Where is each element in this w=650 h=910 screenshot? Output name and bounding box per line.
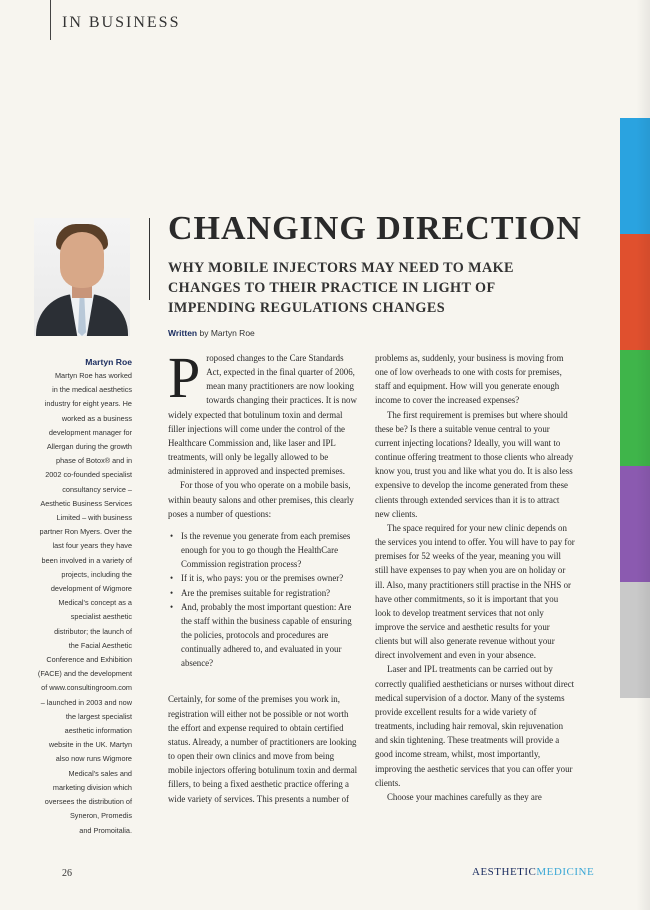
bio-line: aesthetic information (64, 726, 132, 736)
bio-line: Conference and Exhibition (46, 655, 132, 665)
bio-line: also now runs Wigmore (55, 754, 132, 764)
bio-line: of www.consultingroom.com (41, 683, 132, 693)
bio-line: Aesthetic Business Services (40, 498, 132, 508)
title-rule (149, 218, 150, 300)
article-column-1 (168, 345, 358, 806)
paragraph: Certainly, for some of the premises you work in, registration will either not be possible or not worth the effort and expense required to obtain certified status. Already, a number of practitioners are looking to open their own clinics and move from being mobile injectors offering botulinum toxin and dermal fillers, to being a fixed aesthetic practice offering a wide variety of services. This presents a number of (168, 694, 358, 804)
paragraph: Laser and IPL treatments can be carried out by correctly qualified aestheticians or nurses without direct medical supervision of a doctor. Many of the systems provide excellent results for a wide variety of treatments, including hair removal, skin rejuvenation and skin tightening. These treatments will provide a good income stream, whilst, most importantly, improving the aesthetic services that you can offer your clients. (375, 664, 575, 788)
bio-line: specialist aesthetic (70, 612, 132, 622)
bio-line: Limited – with business (56, 513, 132, 523)
logo-part: MEDICINE (536, 866, 595, 878)
bio-line: phase of Botox® and in (56, 456, 132, 466)
bio-line: Medical's concept as a (58, 598, 132, 608)
bio-line: industry for eight years. He (44, 399, 132, 409)
paragraph: problems as, suddenly, your business is moving from one of low overheads to one with costs for premises, staff and equipment. How will you generate enough income to cover the increased expenses? (375, 353, 564, 406)
list-item: • Is the revenue you generate from each premises enough for you to go though the HealthCare Commission registration process? (168, 529, 358, 571)
author-bio-text (20, 369, 132, 838)
byline-author: by Martyn Roe (199, 328, 255, 338)
paragraph: Choose your machines carefully as they are (387, 791, 542, 802)
bio-line: the Facial Aesthetic (68, 640, 132, 650)
paragraph: roposed changes to the Care Standards Act, expected in the final quarter of 2006, mean many practitioners are now looking towards changing their practices. It is now widely expected that botulinum toxin and dermal filler injections will come under the control of the Healthcare Commission and, like laser and IPL treatments, will only be legally allowed to be administered in approved and inspected premises. (168, 353, 357, 477)
byline-label: Written (168, 328, 198, 338)
page-number: 26 (62, 868, 72, 879)
paragraph: The first requirement is premises but where should these be? Is there a suitable venue central to your current injecting locations? Ideally, you will want to continue offering treatment to those clients who already know you, trust you and like what you do. It is also less expensive to develop the income generated from these clients through extended services than it is to attract new clients. (375, 409, 574, 519)
bio-line: Medical's sales and (68, 768, 132, 778)
bio-line: Martyn Roe has worked (54, 371, 132, 380)
author-bio (20, 355, 132, 838)
bio-line: marketing division which (52, 782, 132, 792)
drop-cap: P (168, 345, 201, 410)
bio-line: Allergan during the growth (46, 442, 132, 452)
bio-line: (FACE) and the development (37, 669, 132, 679)
bio-line: distributor; the launch of (54, 626, 132, 636)
logo-part: AESTHETIC (472, 866, 537, 878)
section-label: IN BUSINESS (62, 14, 181, 31)
list-item: • If it is, who pays: you or the premises owner? (168, 571, 358, 585)
list-item: • Are the premises suitable for registration? (168, 586, 358, 600)
bio-line: worked as a business (61, 413, 132, 423)
bio-line: development of Wigmore (50, 584, 132, 594)
bio-line: 2002 co-founded specialist (45, 470, 132, 480)
bio-line: and Promoitalia. (79, 825, 132, 835)
bio-line: Syneron, Promedis (69, 811, 132, 821)
section-rule (50, 0, 51, 40)
bio-line: – launched in 2003 and now (40, 697, 132, 707)
page-edge-shadow (636, 0, 650, 910)
bio-line: last four years they have (52, 541, 132, 551)
author-photo (34, 218, 130, 336)
article-column-2 (375, 351, 575, 804)
bio-line: website in the UK. Martyn (48, 740, 132, 750)
article-title: CHANGING DIRECTION (168, 210, 582, 247)
bio-line: partner Ron Myers. Over the (39, 527, 132, 537)
question-list (168, 529, 358, 671)
bio-line: been involved in a variety of (41, 555, 132, 565)
magazine-logo (472, 866, 594, 878)
bio-line: in the medical aesthetics (52, 385, 132, 395)
bio-line: development manager for (48, 427, 132, 437)
article-subtitle: WHY MOBILE INJECTORS MAY NEED TO MAKE CHANGES TO THEIR PRACTICE IN LIGHT OF IMPENDING REGULATIONS CHANGES (168, 260, 514, 316)
bio-line: projects, including the (61, 569, 132, 579)
bio-line: consultancy service – (62, 484, 132, 494)
author-name: Martyn Roe (85, 357, 132, 367)
byline (168, 328, 255, 338)
list-item: • And, probably the most important question: Are the staff within the business capable of ensuring the policies, protocols and procedures are continually adhered to, and evaluated in your absence? (168, 600, 358, 671)
bio-line: the largest specialist (65, 711, 132, 721)
paragraph: For those of you who operate on a mobile basis, within beauty salons and other premises, this clearly poses a number of questions: (168, 480, 354, 519)
paragraph: The space required for your new clinic depends on the services you intend to offer. You will have to pay for premises for 52 weeks of the year, meaning you will still have expenses to pay when you are on holiday or ill. Also, many practitioners still practise in the NHS or have other commitments, so it is important that you look to develop treatment services that not only improve the service and aesthetic results for your clients but will also generate revenue without your direct involvement and even in your absence. (375, 522, 575, 661)
bio-line: oversees the distribution of (44, 797, 132, 807)
